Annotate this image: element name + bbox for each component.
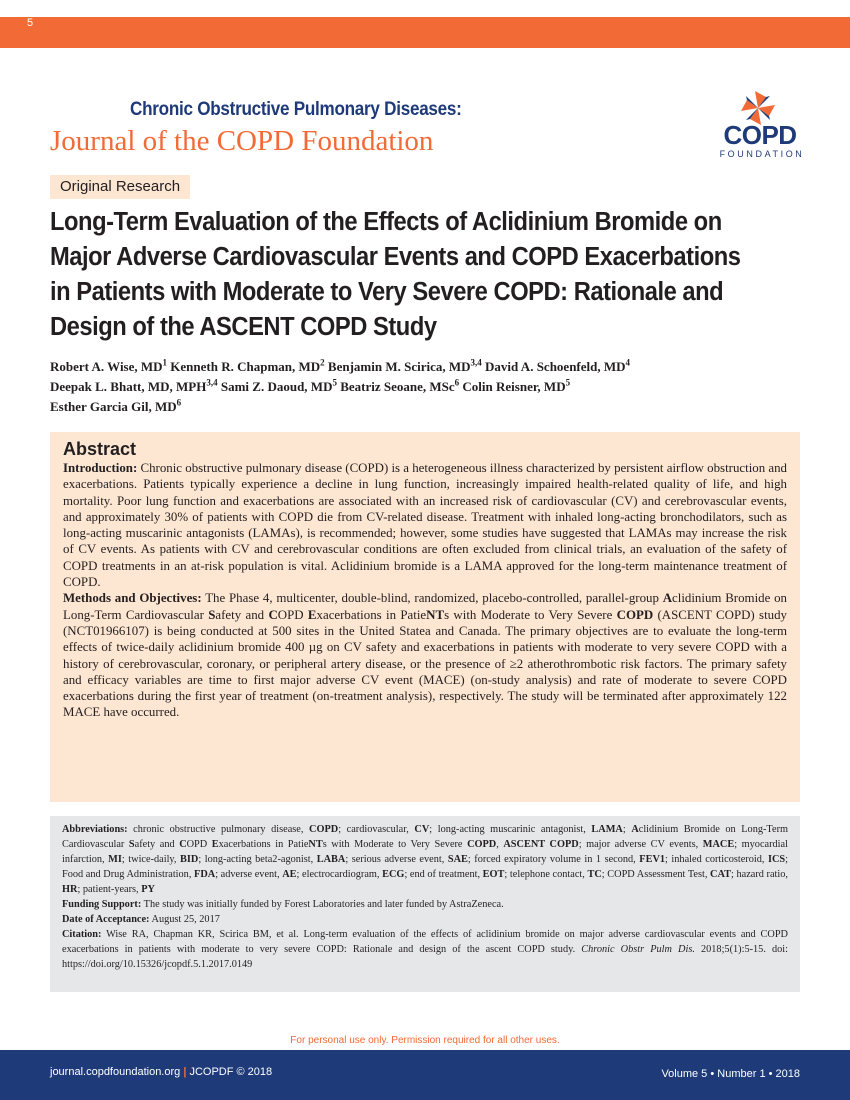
abstract-methods	[63, 590, 787, 720]
abbreviation-text: ; long-acting muscarinic antagonist,	[429, 824, 592, 835]
acronym-letter: A	[662, 591, 673, 606]
abbreviation-term: NT	[308, 839, 323, 850]
author-name: Kenneth R. Chapman, MD	[170, 359, 321, 374]
abbreviation-term: S	[128, 839, 135, 850]
author-affiliation: 1	[162, 357, 168, 368]
author-name: Beatriz Seoane, MSc	[340, 379, 455, 394]
abbreviation-term: FEV1	[639, 854, 666, 865]
abbreviation-text: ,	[496, 839, 504, 850]
citation	[62, 927, 788, 972]
date-of-acceptance	[62, 912, 788, 927]
logo-subtext: FOUNDATION	[719, 149, 805, 159]
abbreviation-text: ; serious adverse event,	[345, 854, 448, 865]
journal-subtitle: Chronic Obstructive Pulmonary Diseases:	[130, 99, 462, 120]
author-line	[50, 357, 810, 377]
abbreviation-text: chronic obstructive pulmonary disease,	[127, 824, 310, 835]
citation-tail: 2018;5(1):5-15. doi: https://doi.org/10.15326/jcopdf.5.1.2017.0149	[62, 944, 788, 970]
abbreviation-text: ; electrocardiogram,	[296, 869, 383, 880]
author-affiliation: 6	[454, 377, 460, 388]
author-name: Deepak L. Bhatt, MD, MPH	[50, 379, 207, 394]
footer-copyright: JCOPDF © 2018	[189, 1066, 273, 1078]
citation-text: Wise RA, Chapman KR, Scirica BM, et al. Long-term evaluation of the effects of aclidinium bromide on major adverse cardiovascular events and COPD exacerbations in patients with moderate to very severe COPD: Rationale and design of the ascent COPD study.	[62, 929, 788, 955]
abbreviation-text: afety and	[134, 839, 180, 850]
introduction-label: Introduction:	[63, 461, 138, 475]
abbreviation-term: ICS	[767, 854, 786, 865]
abbreviation-term: COPD	[309, 824, 339, 835]
abbreviation-text: xacerbations in Patie	[218, 839, 309, 850]
abbreviation-term: AE	[282, 869, 297, 880]
author-line	[50, 377, 810, 397]
abstract-introduction	[63, 460, 787, 590]
journal-site-link[interactable]: journal.copdfoundation.org	[50, 1066, 181, 1078]
abbreviation-term: FDA	[194, 869, 216, 880]
funding-support	[62, 897, 788, 912]
methods-text: clidinium Bromide on Long-Term Cardiovascular	[63, 591, 787, 622]
article-title	[50, 205, 810, 345]
abbreviation-term: A	[631, 824, 639, 835]
abstract-box	[50, 432, 800, 802]
methods-text: OPD	[277, 607, 308, 622]
abbreviation-text: OPD	[186, 839, 212, 850]
abbreviation-text: ; twice-daily,	[121, 854, 181, 865]
citation-journal: Chronic Obstr Pulm Dis.	[581, 944, 695, 955]
acronym-letter: C	[268, 607, 278, 622]
abbreviation-term: EOT	[482, 869, 505, 880]
methods-label: Methods and Objectives:	[63, 591, 202, 606]
abbreviation-term: TC	[587, 869, 602, 880]
article-type-badge: Original Research	[50, 175, 190, 199]
author-affiliation: 5	[332, 377, 337, 388]
footer-volume: Volume 5 • Number 1 • 2018	[661, 1068, 800, 1080]
author-name: Robert A. Wise, MD	[50, 359, 163, 374]
abbreviation-text: ; major adverse CV events,	[578, 839, 703, 850]
top-bar	[0, 17, 850, 48]
acronym-letter: E	[307, 607, 317, 622]
abbreviation-term: BID	[180, 854, 199, 865]
abbreviations-label: Abbreviations:	[62, 824, 128, 835]
abbreviation-term: MI	[108, 854, 122, 865]
author-line	[50, 397, 810, 417]
page-number: 5	[27, 17, 34, 29]
author-affiliation: 6	[176, 397, 182, 408]
abbreviation-text: ; forced expiratory volume in 1 second,	[467, 854, 640, 865]
author-list	[50, 357, 810, 417]
abbreviation-text: ;	[622, 824, 632, 835]
abbreviation-term: ECG	[382, 869, 405, 880]
author-name: Sami Z. Daoud, MD	[220, 379, 333, 394]
journal-name: Journal of the COPD Foundation	[50, 125, 434, 157]
author-name: David A. Schoenfeld, MD	[485, 359, 626, 374]
footer-left	[50, 1066, 272, 1078]
author-affiliation: 4	[625, 357, 631, 368]
abbreviation-term: HR	[62, 884, 78, 895]
abbreviation-text: ; long-acting beta2-agonist,	[198, 854, 317, 865]
abbreviation-text: s with Moderate to Very Severe	[322, 839, 468, 850]
funding-label: Funding Support:	[62, 899, 142, 910]
abbreviations-list	[62, 824, 788, 895]
methods-text: The Phase 4, multicenter, double-blind, randomized, placebo-controlled, parallel-group	[205, 591, 663, 606]
article-info-box	[50, 816, 800, 992]
abbreviation-term: LAMA	[591, 824, 623, 835]
copd-foundation-logo	[716, 90, 805, 162]
abbreviation-text: ; telephone contact,	[504, 869, 588, 880]
methods-text: (ASCENT COPD) study (NCT01966107) is being conducted at 500 sites in the United Statea and Canada. The primary objectives are to evaluate the long-term effects of twice-daily aclidinium bromide 400 µg on CV safety and exacerbations in patients with moderate to very severe COPD with a history of cerebrovascular, coronary, or peripheral artery disease, or the presence of ≥2 atherothrombotic risk factors. The primary safety and efficacy variables are time to first major adverse CV event (MACE) (on-study analysis) and rate of moderate to severe COPD exacerbations during the first year of treatment (on-treatment analysis), respectively. The study will be terminated after approximately 122 MACE have occurred.	[63, 607, 787, 720]
abbreviation-text: ; hazard ratio,	[731, 869, 788, 880]
author-affiliation: 3,4	[206, 377, 218, 388]
date-text: August 25, 2017	[149, 914, 220, 925]
abbreviation-text: clidinium Bromide on Long-Term Cardiovascular	[62, 824, 789, 850]
abbreviations	[62, 822, 788, 897]
abbreviation-text: ; inhaled corticosteroid,	[665, 854, 768, 865]
title-line: Long-Term Evaluation of the Effects of Aclidinium Bromide on	[50, 208, 722, 236]
methods-text: s with Moderate to Very Severe	[444, 607, 617, 622]
acronym-letter: S	[208, 607, 216, 622]
author-name: Colin Reisner, MD	[462, 379, 566, 394]
usage-notice: For personal use only. Permission required for all other uses.	[290, 1035, 560, 1046]
abbreviation-term: CV	[414, 824, 430, 835]
abbreviation-term: ASCENT COPD	[503, 839, 579, 850]
abbreviation-term: SAE	[447, 854, 468, 865]
title-line: in Patients with Moderate to Very Severe COPD: Rationale and	[50, 278, 724, 306]
title-line: Major Adverse Cardiovascular Events and COPD Exacerbations	[50, 243, 741, 271]
abbreviation-text: ; end of treatment,	[404, 869, 483, 880]
title-line: Design of the ASCENT COPD Study	[50, 313, 437, 341]
citation-label: Citation:	[62, 929, 102, 940]
abstract-heading: Abstract	[63, 439, 137, 459]
author-name: Esther Garcia Gil, MD	[50, 399, 177, 414]
acronym-letter: COPD	[616, 607, 654, 622]
methods-text: afety and	[215, 607, 269, 622]
abbreviation-term: LABA	[316, 854, 346, 865]
abbreviation-text: ; cardiovascular,	[338, 824, 415, 835]
abbreviation-term: MACE	[702, 839, 735, 850]
abbreviation-term: E	[211, 839, 219, 850]
footer-separator: |	[183, 1066, 187, 1078]
abbreviation-term: PY	[141, 884, 155, 895]
author-affiliation: 2	[320, 357, 325, 368]
abbreviation-text: ; patient-years,	[77, 884, 142, 895]
funding-text: The study was initially funded by Forest Laboratories and later funded by AstraZeneca.	[141, 899, 504, 910]
abbreviation-text: ; adverse event,	[215, 869, 283, 880]
abbreviation-text: ; COPD Assessment Test,	[601, 869, 711, 880]
introduction-text: Chronic obstructive pulmonary disease (COPD) is a heterogeneous illness characterized by persistent airflow obstruction and exacerbations. Patients typically experience a decline in lung function, increasingly impaired health-related quality of life, and high mortality. Poor lung function and exacerbations are associated with an increased risk of cardiovascular (CV) and cerebrovascular events, and approximately 30% of patients with COPD die from CV-related disease. Treatment with inhaled long-acting bronchodilators, such as long-acting muscarinic antagonists (LAMAs), is recommended; however, some studies have suggested that LAMAs may increase the risk of CV events. As patients with CV and cerebrovascular conditions are often excluded from clinical trials, an evaluation of the safety of COPD treatments in an at-risk population is vital. Aclidinium bromide is a LAMA approved for the long-term maintenance treatment of COPD.	[63, 461, 788, 590]
abbreviation-text: ; Food and Drug Administration,	[62, 854, 789, 880]
date-label: Date of Acceptance:	[62, 914, 150, 925]
abbreviation-term: C	[179, 839, 187, 850]
methods-text: xacerbations in Patie	[316, 607, 427, 622]
author-name: Benjamin M. Scirica, MD	[327, 359, 471, 374]
logo-text: COPD	[723, 120, 797, 150]
abbreviation-text: ; myocardial infarction,	[62, 839, 788, 865]
abbreviation-term: CAT	[710, 869, 732, 880]
acronym-letter: NT	[426, 607, 445, 622]
footer-bar	[0, 1050, 850, 1100]
abbreviation-term: COPD	[467, 839, 497, 850]
author-affiliation: 5	[565, 377, 571, 388]
author-affiliation: 3,4	[470, 357, 482, 368]
